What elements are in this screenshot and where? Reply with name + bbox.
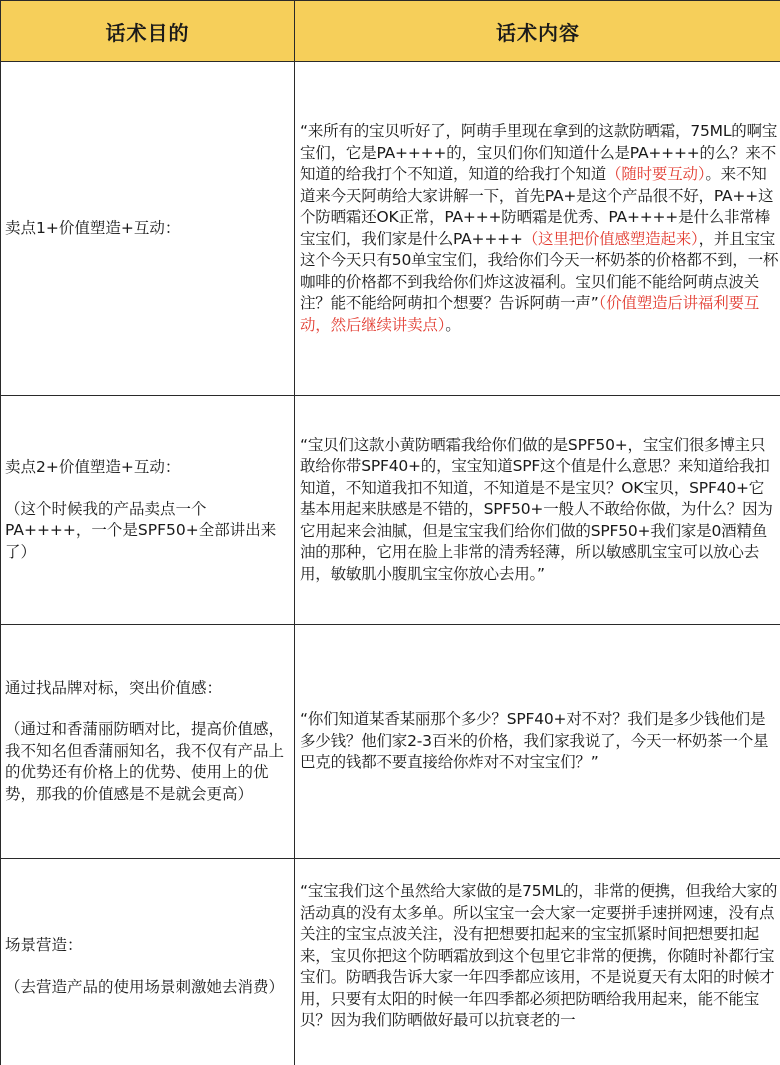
script-text: 。: [445, 315, 461, 334]
table-row: [1, 859, 780, 1065]
purpose-title: 卖点1+价值塑造+互动：: [5, 218, 181, 237]
purpose-title: 场景营造：: [5, 936, 83, 954]
purpose-cell: [1, 859, 295, 1065]
header-purpose: 话术目的: [1, 1, 295, 62]
table-row: [1, 625, 780, 859]
value-building-note: （这里把价值感塑造起来）: [522, 229, 699, 248]
header-content: 话术内容: [295, 1, 780, 62]
purpose-title: 卖点2+价值塑造+互动：: [5, 458, 181, 476]
content-cell: “你们知道某香某丽那个多少？SPF40+对不对？我们是多少钱他们是多少钱？他们家2-3百米的价格，我们家我说了，今天一杯奶茶一个星巴克的钱都不要直接给你炸对不对宝宝们？”: [295, 625, 780, 859]
benefit-interaction-note: （价值塑造后讲福利要互动，然后继续讲卖点）: [300, 294, 760, 334]
purpose-note: （通过和香蒲丽防晒对比，提高价值感，我不知名但香蒲丽知名，我不仅有产品上的优势还有价格上的优势、使用上的优势，那我的价值感是不是就会更高）: [5, 720, 285, 803]
table-row: [1, 62, 780, 396]
table-row: [1, 396, 780, 625]
script-text: “来所有的宝贝听好了，阿萌手里现在拿到的这款防晒霜，75ML的啊宝宝们，它是PA++++的，宝贝们你们知道什么是PA++++的么？来不知道的给我打个不知道，知道的给我打个知道: [300, 122, 778, 183]
script-text: ，并且宝宝这个今天只有50单宝宝们，我给你们今天一杯奶茶的价格都不到，一杯咖啡的价格都不到我给你们炸这波福利。宝贝们能不能给阿萌点波关注？能不能给阿萌扣个想要？告诉阿萌一声”: [300, 229, 779, 312]
content-cell: “宝贝们这款小黄防晒霜我给你们做的是SPF50+，宝宝们很多博主只敢给你带SPF40+的，宝宝知道SPF这个值是什么意思？来知道给我扣知道，不知道我扣不知道，不知道是不是宝贝？OK宝贝，SPF40+它基本用起来肤感是不错的，SPF50+一般人不敢给你做，为什么？因为它用起来会油腻，但是宝宝我们给你们做的SPF50+我们家是0酒精鱼油的那种，它用在脸上非常的清秀轻薄，所以敏感肌宝宝可以放心去用，敏敏肌小腹肌宝宝你放心去用。”: [295, 396, 780, 625]
content-cell: [295, 62, 780, 396]
purpose-note: （去营造产品的使用场景刺激她去消费）: [5, 977, 285, 996]
purpose-note: （这个时候我的产品卖点一个PA++++，一个是SPF50+全部讲出来了）: [5, 499, 277, 561]
purpose-cell: [1, 625, 295, 859]
script-text: 。来不知道来今天阿萌给大家讲解一下，首先PA+是这个产品很不好，PA++这个防晒霜还OK正常，PA+++防晒霜是优秀、PA++++是什么非常棒宝宝们，我们家是什么PA++++: [300, 165, 774, 248]
purpose-cell: [1, 396, 295, 625]
table-header-row: [1, 1, 780, 62]
purpose-cell: [1, 62, 295, 396]
content-cell: “宝宝我们这个虽然给大家做的是75ML的，非常的便携，但我给大家的活动真的没有太多单。所以宝宝一会大家一定要拼手速拼网速，没有点关注的宝宝点波关注，没有把想要扣起来的宝宝抓紧时间把想要扣起来，宝贝你把这个防晒霜放到这个包里它非常的便携，你随时补都行宝宝们。防晒我告诉大家一年四季都应该用，不是说夏天有太阳的时候才用，只要有太阳的时候一年四季都必须把防晒给我用起来，能不能宝贝？因为我们防晒做好最可以抗衰老的一: [295, 859, 780, 1065]
purpose-title: 通过找品牌对标，突出价值感：: [5, 678, 223, 697]
interaction-note: （随时要互动）: [606, 165, 706, 183]
